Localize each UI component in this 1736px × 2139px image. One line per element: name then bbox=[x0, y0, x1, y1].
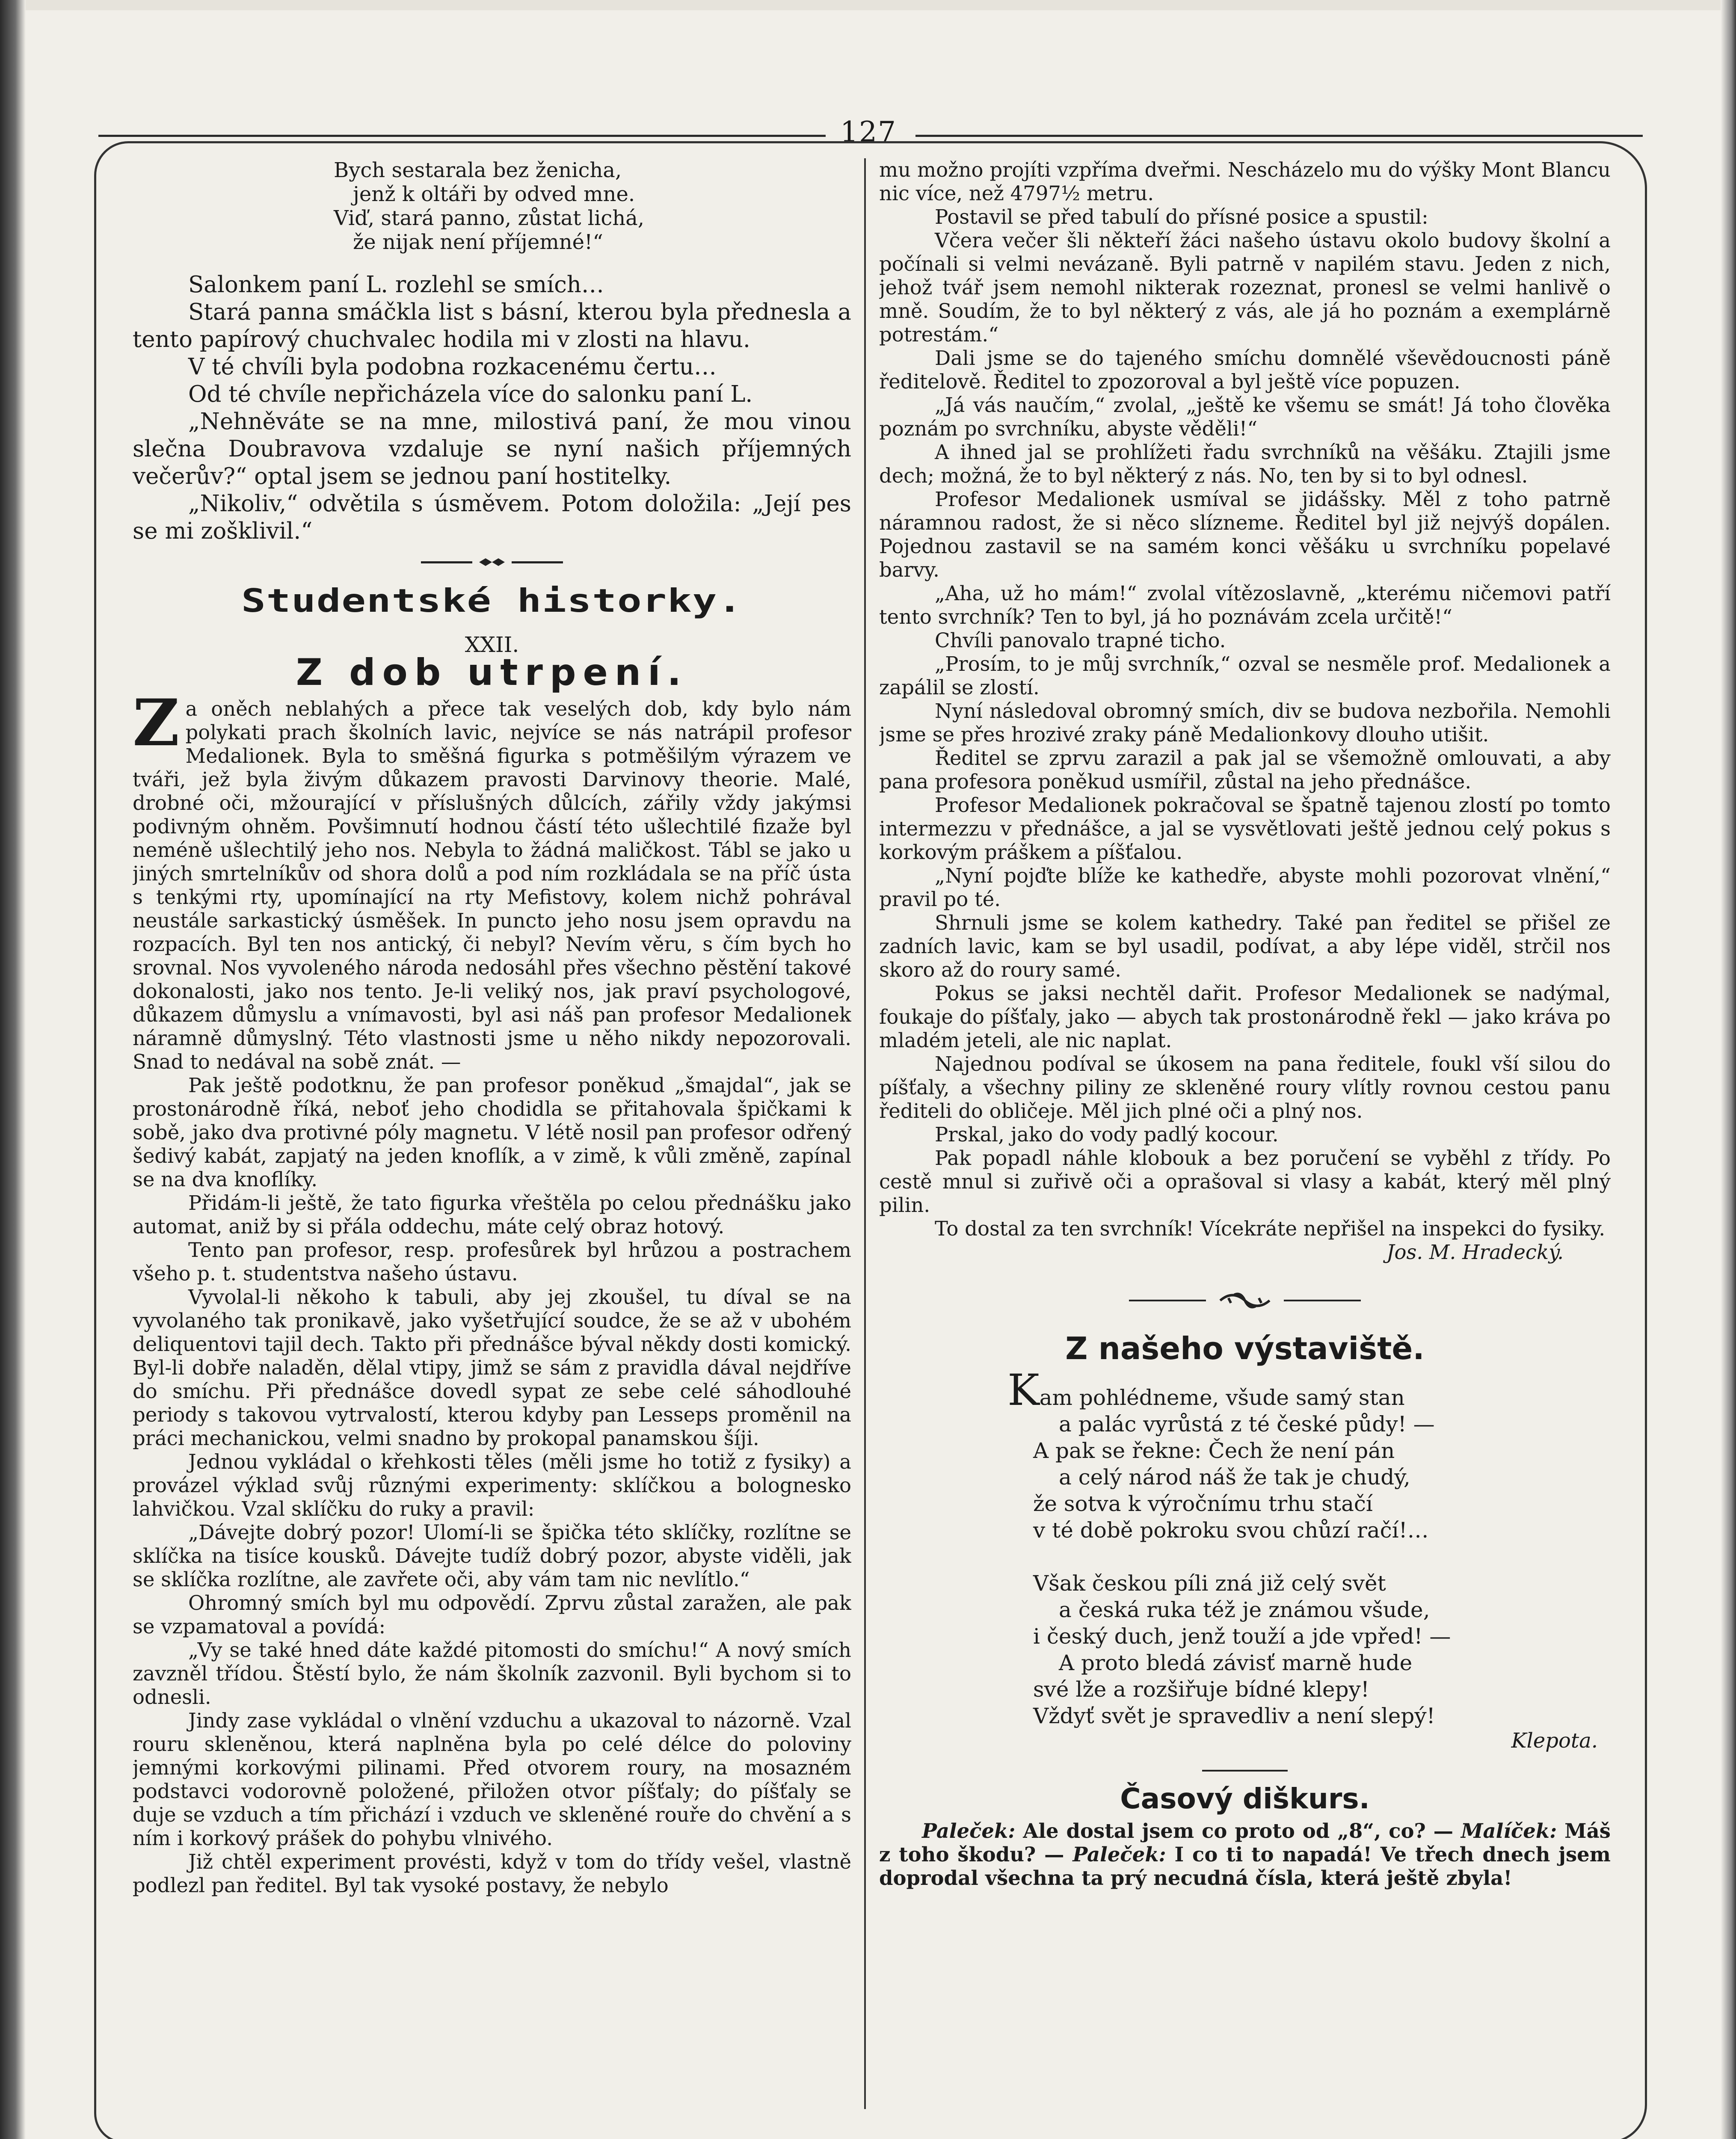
first-paragraph-text: a oněch neblahých a přece tak veselých dob, kdy bylo nám polykati prach školních lavic, nejvíce se nás natrápil profesor Medalionek. Byla to směšná figurka s potměšilým výrazem ve tváři, jež byla živým důkazem pravosti Darvinovy theorie. Malé, drobné oči, mžourající v příslušných důlcích, zářily vždy jakýmsi podivným ohněm. Povšimnutí hodnou částí této ušlechtilé fizaže byl neméně ušlechtilý jeho nos. Nebyla to žádná maličkost. Tábl se jako u jiných smrtelníkův od shora dolů a pod ním rozkládala se na příč ústa s tenkými rty, upomínající na rty Mefistovy, kolem nichž pohrával neustále sarkastický úsměšek. In puncto jeho nosu jsem opravdu na rozpacích. Byl ten nos antický, či nebyl? Nevím věru, s čím bych ho srovnal. Nos vyvoleného národa nedosáhl přes všechno pěstění takové dokonalosti, jako nos tento. Je-li veliký nos, jak praví psychologové, důkazem důmyslu a vnímavosti, byl asi náš pan profesor Medalionek náramně důmyslný. Této vlastnosti jsme u něho nikdy nepozorovali. Snad to nedával na sobě znát. — bbox=[133, 697, 851, 1073]
ornament-divider bbox=[879, 1290, 1611, 1311]
header-rule-left bbox=[98, 135, 826, 137]
paragraph: „Já vás naučím,“ zvolal, „ještě ke všemu se smát! Já toho člověka poznám po svrchníku, abyste věděli!“ bbox=[879, 394, 1611, 440]
poem-line: své lže a rozšiřuje bídné klepy! bbox=[1033, 1677, 1369, 1702]
right-poem bbox=[1007, 1365, 1611, 1729]
paragraph: Prskal, jako do vody padlý kocour. bbox=[935, 1123, 1279, 1146]
poem-line: a palác vyrůstá z té české půdy! — bbox=[1059, 1412, 1435, 1437]
ornament-icon bbox=[477, 557, 507, 568]
section-masthead: Studentské historky. bbox=[241, 582, 743, 620]
story-headline: Z dob utrpení. bbox=[296, 651, 688, 694]
paragraph: Jindy zase vykládal o vlnění vzduchu a ukazoval to názorně. Vzal rouru skleněnou, která naplněna byla po celé délce do poloviny jemnými korkovými pilinami. Před otvorem roury, na mosazném podstavci vodorovně položené, přiložen otvor píšťaly; do píšťaly se duje se vzduch a tím přichází i vzduch ve skleněné rouře do chvění a s ním i korkový prášek do pohybu vlnivého. bbox=[133, 1709, 851, 1850]
poem-line-text: am pohlédneme, všude samý stan bbox=[1039, 1385, 1405, 1410]
paragraph: Ředitel se zprvu zarazil a pak jal se všemožně omlouvati, a aby pana profesora poněkud usmířil, zůstal na jeho přednášce. bbox=[879, 747, 1611, 793]
paragraph: Nyní následoval obromný smích, div se budova nezbořila. Nemohli jsme se přes hrozivé zraky páně Medalionkovy dlouho utišit. bbox=[879, 699, 1611, 746]
paragraph: Najednou podíval se úkosem na pana ředitele, foukl vší silou do píšťaly, a všechny piliny ze skleněné roury vlítly rovnou cestou panu řediteli do obličeje. Měl jich plné oči a plný nos. bbox=[879, 1052, 1611, 1123]
paragraph: Dali jsme se do tajeného smíchu domnělé vševědoucnosti páně ředitelově. Ředitel to zpozoroval a byl ještě více popuzen. bbox=[879, 347, 1611, 393]
poem-line: Však českou píli zná již celý svět bbox=[1033, 1571, 1386, 1596]
chapter-number: XXII. bbox=[465, 632, 519, 657]
scan-top-edge bbox=[0, 0, 1736, 10]
poem-line: i český duch, jenž touží a jde vpřed! — bbox=[1033, 1624, 1451, 1649]
paragraph: „Nyní pojďte blíže ke kathedře, abyste mohli pozorovat vlnění,“ pravil po té. bbox=[879, 864, 1611, 911]
poem-line: Bych sestarala bez ženicha, bbox=[334, 158, 622, 182]
poem-line: že sotva k výročnímu trhu stačí bbox=[1033, 1491, 1373, 1516]
paragraph: Přidám-li ještě, že tato figurka vřeštěla po celou přednášku jako automat, aniž by si přála oddechu, máte celý obraz hotový. bbox=[133, 1191, 851, 1238]
paragraph: Tento pan profesor, resp. profesůrek byl hrůzou a postrachem všeho p. t. studentstva našeho ústavu. bbox=[133, 1238, 851, 1285]
paragraph: Shrnuli jsme se kolem kathedry. Také pan ředitel se přišel ze zadních lavic, kam se byl usadil, podívat, a aby lépe viděl, strčil nos skoro až do roury samé. bbox=[879, 911, 1611, 981]
divider-bar bbox=[1129, 1300, 1206, 1301]
poem-line: A proto bledá závisť marně hude bbox=[1059, 1650, 1413, 1675]
paragraph: Stará panna smáčkla list s básní, kterou byla přednesla a tento papírový chuchvalec hodila mi v zlosti na hlavu. bbox=[133, 299, 851, 353]
paragraph: A ihned jal se prohlížeti řadu svrchníků na věšáku. Ztajili jsme dech; možná, že to byl některý z nás. No, ten by si to byl odnesl. bbox=[879, 441, 1611, 487]
poem-line bbox=[1007, 1544, 1611, 1570]
divider-bar bbox=[421, 561, 472, 563]
left-column bbox=[133, 158, 851, 2109]
divider-bar bbox=[512, 561, 563, 563]
paragraph: Včera večer šli někteří žáci našeho ústavu okolo budovy školní a počínali si velmi nevázaně. Byli patrně v napilém stavu. Jeden z nich, jehož tvář jsem nemohl nikterak rozeznat, pronesl se velmi hanlivě o mně. Soudím, že to byl některý z vás, ale já ho poznám a exemplárně potrestám.“ bbox=[879, 229, 1611, 346]
poem-line: jenž k oltáři by odved mne. bbox=[353, 182, 635, 206]
paragraph: Ohromný smích byl mu odpovědí. Zprvu zůstal zaražen, ale pak se vzpamatoval a povídá: bbox=[133, 1591, 851, 1638]
paragraph: Postavil se před tabulí do přísné posice a spustil: bbox=[935, 205, 1428, 228]
scan-left-edge bbox=[0, 0, 26, 2139]
poem-line: Viď, stará panno, zůstat lichá, bbox=[334, 206, 645, 230]
header-rule-right bbox=[915, 135, 1643, 137]
paragraph: V té chvíli byla podobna rozkacenému čertu… bbox=[188, 354, 717, 380]
paragraph: To dostal za ten svrchník! Vícekráte nepřišel na inspekci do fysiky. bbox=[935, 1217, 1606, 1240]
dialogue-speaker: Paleček: bbox=[922, 1819, 1016, 1843]
story-signature: Jos. M. Hradecký. bbox=[1386, 1241, 1564, 1264]
first-paragraph bbox=[133, 685, 851, 1074]
divider-bar bbox=[1202, 1770, 1288, 1772]
poem-line: A pak se řekne: Čech že není pán bbox=[1033, 1438, 1395, 1463]
poem-line: a česká ruka též je známou všude, bbox=[1059, 1597, 1430, 1622]
dialogue-line: I co ti to napadá! Ve třech dnech jsem doprodal všechna ta prý necudná čísla, která ještě zbyla! bbox=[879, 1843, 1611, 1890]
dialogue-speaker: Malíček: bbox=[1461, 1819, 1557, 1843]
poem-line: že nijak není příjemné!“ bbox=[353, 230, 603, 254]
paragraph: mu možno projíti vzpříma dveřmi. Nescházelo mu do výšky Mont Blancu nic více, než 4797½ metru. bbox=[879, 158, 1611, 205]
paragraph: „Prosím, to je můj svrchník,“ ozval se nesměle prof. Medalionek a zapálil se zlostí. bbox=[879, 652, 1611, 699]
paragraph: „Vy se také hned dáte každé pitomosti do smíchu!“ A nový smích zavzněl třídou. Štěstí bylo, že nám školník zazvonil. Byli bychom si to odnesli. bbox=[133, 1638, 851, 1709]
column-separator bbox=[864, 158, 866, 2109]
right-column bbox=[879, 158, 1611, 2109]
paragraph: Vyvolal-li někoho k tabuli, aby jej zkoušel, tu díval se na vyvolaného tak pronikavě, jako vyšetřující soudce, že se až v ubohém deliquentovi tajil dech. Takto při přednášce býval někdy dosti komický. Byl-li dobře naladěn, dělal vtipy, jimž se sám z pravidla dával nejdříve do smíchu. Při přednášce dovedl sypat ze sebe celé sáhodlouhé periody s takovou vytrvalostí, kterou kdyby pan Lesseps proměnil na práci mechanickou, velmi snadno by prokopal panamskou šíji. bbox=[133, 1286, 851, 1450]
poem-line bbox=[1007, 1365, 1611, 1415]
paragraph: Od té chvíle nepřicházela více do salonku paní L. bbox=[188, 381, 753, 407]
scan-right-edge bbox=[1721, 0, 1736, 2139]
dialogue-paragraph bbox=[879, 1819, 1611, 1890]
drop-cap: Z bbox=[133, 685, 180, 761]
paragraph: „Aha, už ho mám!“ zvolal vítězoslavně, „kterému ničemovi patří tento svrchník? Ten to byl, já ho poznávám zcela určitě!“ bbox=[879, 582, 1611, 628]
left-poem bbox=[334, 158, 851, 254]
poem-drop-cap: K bbox=[1007, 1365, 1040, 1415]
paragraph: Pak ještě podotknu, že pan profesor poněkud „šmajdal“, jak se prostonárodně říká, neboť jeho chodidla se přitahovala špičkami k sobě, jako dva protivné póly magnetu. V létě nosil pan profesor odřený šedivý kabát, zapjatý na jeden knoflík, a v zimě, k vůli změně, zapínal se na dva knoflíky. bbox=[133, 1074, 851, 1191]
spacer bbox=[133, 254, 851, 271]
paragraph: Pokus se jaksi nechtěl dařit. Profesor Medalionek se nadýmal, foukaje do píšťaly, jako — abych tak prostonárodně řekl — jako kráva po mladém jeteli, ale nic naplat. bbox=[879, 982, 1611, 1052]
divider-bar bbox=[1284, 1300, 1361, 1301]
paragraph: „Dávejte dobrý pozor! Ulomí-li se špička této sklíčky, rozlítne se sklíčka na tisíce kousků. Dávejte tudíž dobrý pozor, abyste viděli, jak se sklíčka rozlítne, ale zavřete oči, aby vám tam nic nevlítlo.“ bbox=[133, 1521, 851, 1591]
ornament-divider bbox=[133, 553, 851, 570]
dialogue-speaker: Paleček: bbox=[1072, 1843, 1166, 1866]
paragraph: Jednou vykládal o křehkosti těles (měli jsme ho totiž z fysiky) a provázel výklad svůj různými experimenty: sklíčkou a bolognesko lahvičkou. Vzal sklíčku do ruky a pravil: bbox=[133, 1450, 851, 1520]
dialogue-title: Časový diškurs. bbox=[1120, 1782, 1370, 1815]
floral-ornament-icon bbox=[1211, 1290, 1279, 1311]
page-number: 127 bbox=[840, 116, 897, 148]
dialogue-line: Ale dostal jsem co proto od „8“, co? — bbox=[1023, 1819, 1454, 1843]
dialogue-line: Máš z toho škodu? — bbox=[879, 1819, 1611, 1866]
poem-line: a celý národ náš že tak je chudý, bbox=[1059, 1465, 1410, 1490]
poem-line: Vždyť svět je spravedliv a není slepý! bbox=[1033, 1703, 1435, 1728]
poem-title: Z našeho výstaviště. bbox=[1065, 1330, 1425, 1366]
paragraph: Profesor Medalionek usmíval se jidášsky. Měl z toho patrně náramnou radost, že si něco slízneme. Ředitel byl již nejvýš dopálen. Pojednou zastavil se na samém konci věšáku u svrchníku popelavé barvy. bbox=[879, 488, 1611, 581]
paragraph: „Nehněváte se na mne, milostivá paní, že mou vinou slečna Doubravova vzdaluje se nyní našich příjemných večerův?“ optal jsem se jednou paní hostitelky. bbox=[133, 409, 851, 489]
paragraph: Chvíli panovalo trapné ticho. bbox=[935, 629, 1226, 652]
paragraph: Pak popadl náhle klobouk a bez poručení se vyběhl z třídy. Po cestě mnul si zuřivě oči a oprašoval si vlasy a kabát, který měl plný pilin. bbox=[879, 1147, 1611, 1217]
paragraph: Profesor Medalionek pokračoval se špatně tajenou zlostí po tomto intermezzu v přednášce, a jal se vysvětlovati ještě jednou celý pokus s korkovým práškem a píšťalou. bbox=[879, 794, 1611, 864]
poem-line: v té době pokroku svou chůzí račí!… bbox=[1033, 1518, 1429, 1543]
paragraph: Již chtěl experiment provésti, když v tom do třídy vešel, vlastně podlezl pan ředitel. Byl tak vysoké postavy, že nebylo bbox=[133, 1850, 851, 1897]
left-intro-paras bbox=[133, 271, 851, 545]
paragraph: „Nikoliv,“ odvětila s úsměvem. Potom doložila: „Její pes se mi zošklivil.“ bbox=[133, 491, 851, 544]
paragraph: Salonkem paní L. rozlehl se smích… bbox=[188, 272, 604, 298]
poem-signature: Klepota. bbox=[1511, 1729, 1598, 1753]
short-divider bbox=[879, 1761, 1611, 1778]
